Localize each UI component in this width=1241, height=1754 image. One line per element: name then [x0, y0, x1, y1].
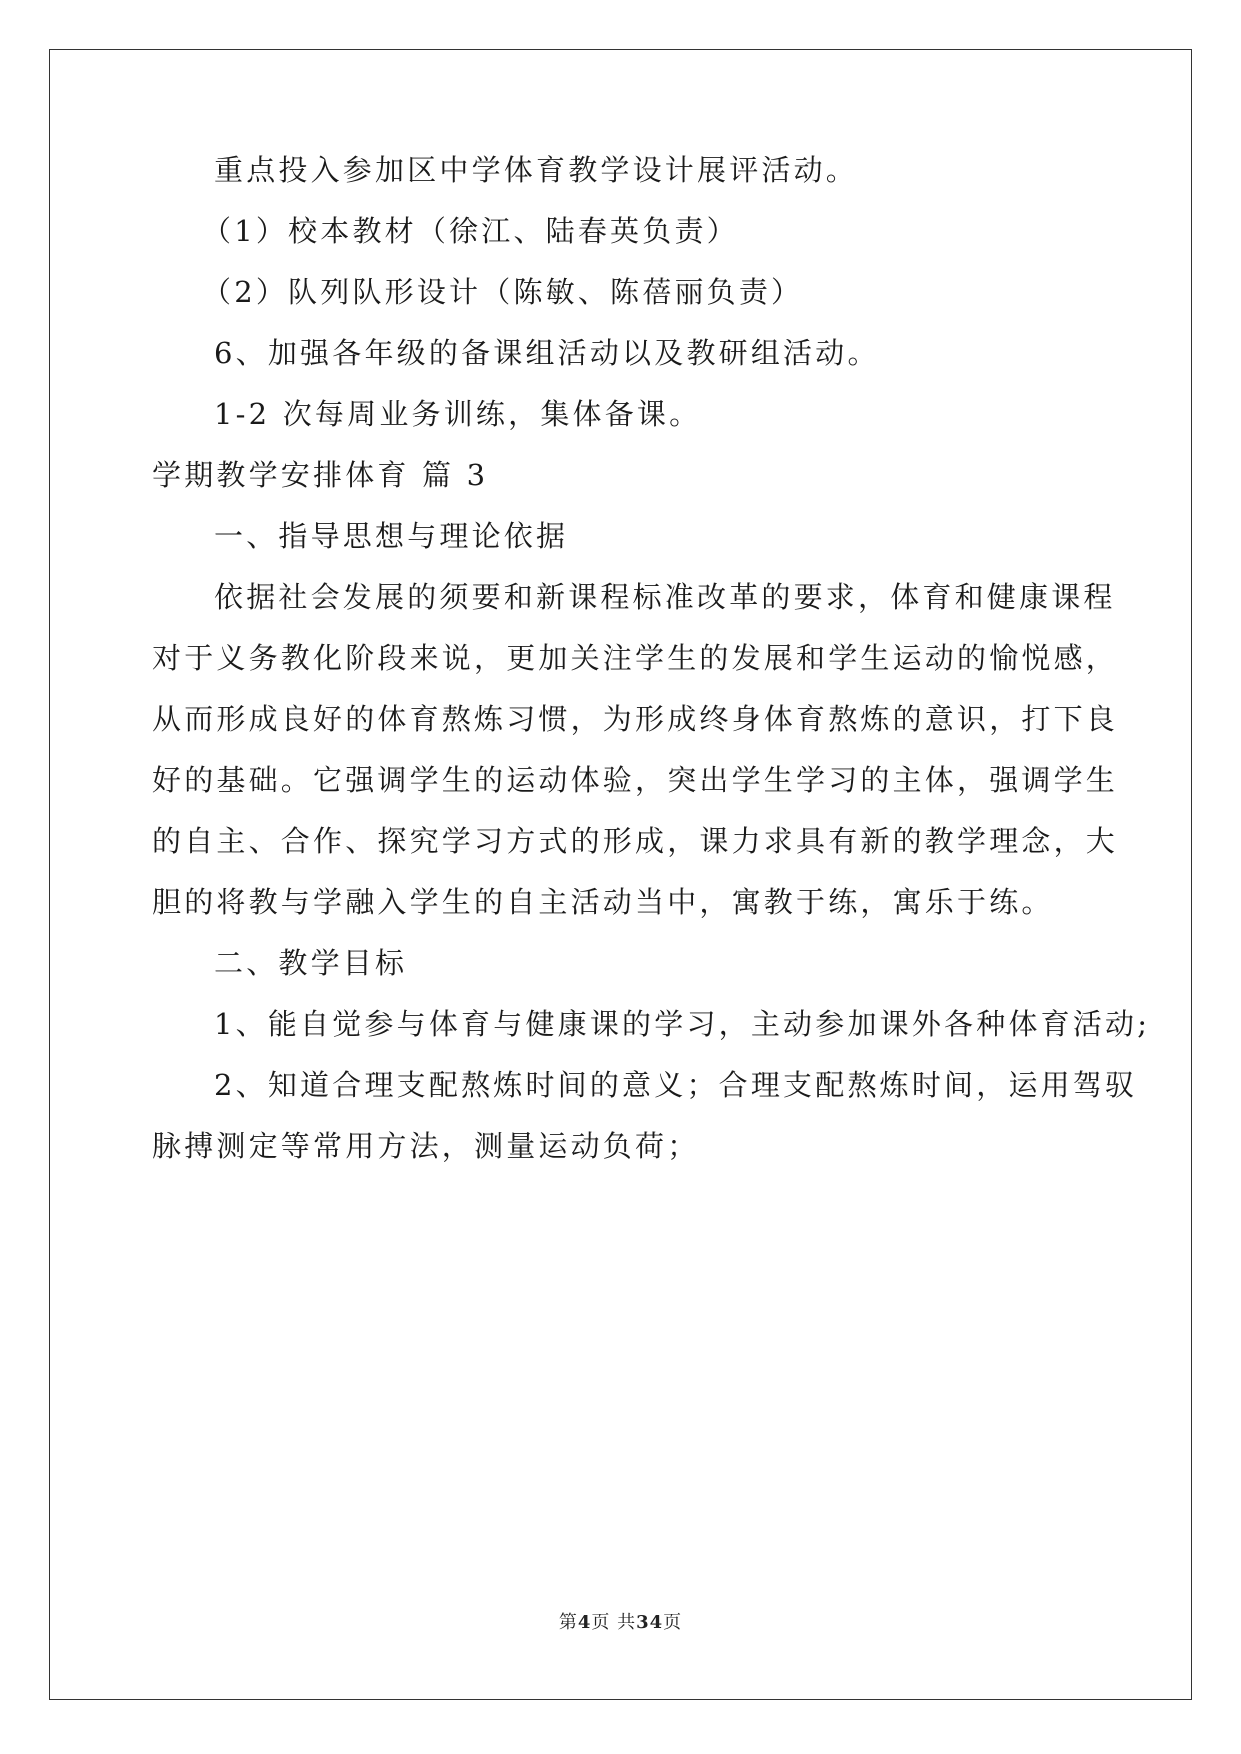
paragraph: 的自主、合作、探究学习方式的形成，课力求具有新的教学理念，大	[152, 824, 1119, 858]
paragraph: 6、加强各年级的备课组活动以及教研组活动。	[214, 336, 880, 370]
page-footer	[0, 1608, 1241, 1634]
list-item: （2）队列队形设计（陈敏、陈蓓丽负责）	[202, 275, 804, 309]
footer-mid: 页 共	[591, 1612, 637, 1633]
paragraph: 1、能自觉参与体育与健康课的学习，主动参加课外各种体育活动;	[214, 1007, 1151, 1041]
paragraph: 依据社会发展的须要和新课程标准改革的要求，体育和健康课程	[214, 580, 1116, 614]
document-body	[152, 140, 1151, 1177]
footer-suffix: 页	[663, 1612, 683, 1633]
list-item: （1）校本教材（徐江、陆春英负责）	[202, 214, 739, 248]
section-heading: 一、指导思想与理论依据	[214, 519, 569, 553]
paragraph: 对于义务教化阶段来说，更加关注学生的发展和学生运动的愉悦感，	[152, 641, 1119, 675]
section-title: 学期教学安排体育 篇 3	[152, 458, 489, 492]
paragraph: 1-2 次每周业务训练，集体备课。	[214, 397, 702, 431]
footer-prefix: 第	[558, 1612, 578, 1633]
page-number: 4	[577, 1612, 592, 1633]
page-total: 34	[636, 1612, 664, 1633]
section-heading: 二、教学目标	[214, 946, 408, 980]
paragraph: 重点投入参加区中学体育教学设计展评活动。	[214, 153, 859, 187]
paragraph: 脉搏测定等常用方法，测量运动负荷；	[152, 1129, 700, 1163]
paragraph: 胆的将教与学融入学生的自主活动当中，寓教于练，寓乐于练。	[152, 885, 1054, 919]
paragraph: 从而形成良好的体育熬炼习惯，为形成终身体育熬炼的意识，打下良	[152, 702, 1119, 736]
paragraph: 好的基础。它强调学生的运动体验，突出学生学习的主体，强调学生	[152, 763, 1119, 797]
paragraph: 2、知道合理支配熬炼时间的意义；合理支配熬炼时间，运用驾驭	[214, 1068, 1138, 1102]
